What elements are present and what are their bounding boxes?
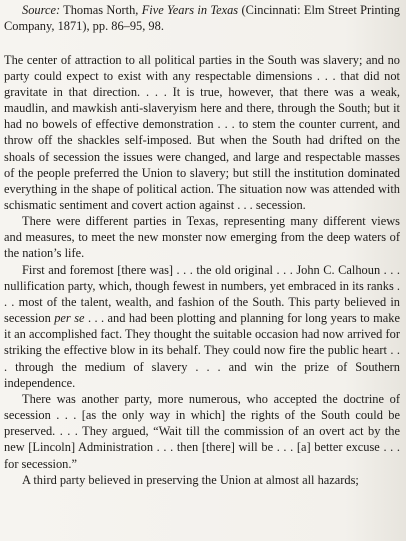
paragraph-slavery-center: The center of attraction to all political parties in the South was slavery; and no party could expect to exist with any respectable dimensions . . . that did not gravitate in that direction. . . . It is true, however, that there was a weak, maudlin, and mawkish anti-slaveryism here and there, through the South; but it had no bowels of effective demonstration . . . to stem the counter current, and throw off the shackles self-imposed. But when the South had drifted on the shoals of secession the issues were changed, and large and respectable masses of the people preferred the Union to slavery; but still the institution dominated everything in the shape of political action. The situation now was attended with schismatic sentiment and covert action against . . . secession. — [4, 52, 400, 212]
source-author: Thomas North, — [63, 3, 139, 17]
source-citation — [4, 2, 400, 35]
paragraph-parties-in-texas: There were different parties in Texas, representing many different views and measures, to meet the new monster now emerging from the deep waters of the nation’s life. — [4, 214, 400, 261]
paragraph-calhoun-party — [4, 262, 400, 391]
source-label: Source: — [22, 3, 61, 17]
paragraph-calhoun-text-a: First and foremost [there was] . . . the old original . . . John C. Calhoun . . . nullification party, which, though fewest in numbers, yet embraced in its ranks . . . most of the talent, wealth, and fashion of the South. This party believed in secession — [4, 262, 400, 326]
italic-per-se: per se — [54, 311, 85, 326]
paragraph-calhoun-text-b: . . . and had been plotting and planning for long years to make it an accomplished fact. They thought the suitable occasion had now arrived for striking the effective blow in its behalf. They could now fire the public heart . . . through the medium of slavery . . . and win the prize of Southern independence. — [4, 311, 400, 390]
paragraph-second-party: There was another party, more numerous, who accepted the doctrine of secession . . . [as the only way in which] the rights of the South could be preserved. . . . They argued, “Wait till the commission of an overt act by the new [Lincoln] Administration . . . then [there] will be . . . [a] better excuse . . . for secession.” — [4, 391, 400, 471]
source-book-title: Five Years in Texas — [141, 3, 239, 17]
paragraph-third-party: A third party believed in preserving the Union at almost all hazards; — [22, 472, 359, 487]
source-details: (Cincinnati: Elm Street Printing Company, 1871), pp. 86–95, 98. — [4, 3, 401, 34]
